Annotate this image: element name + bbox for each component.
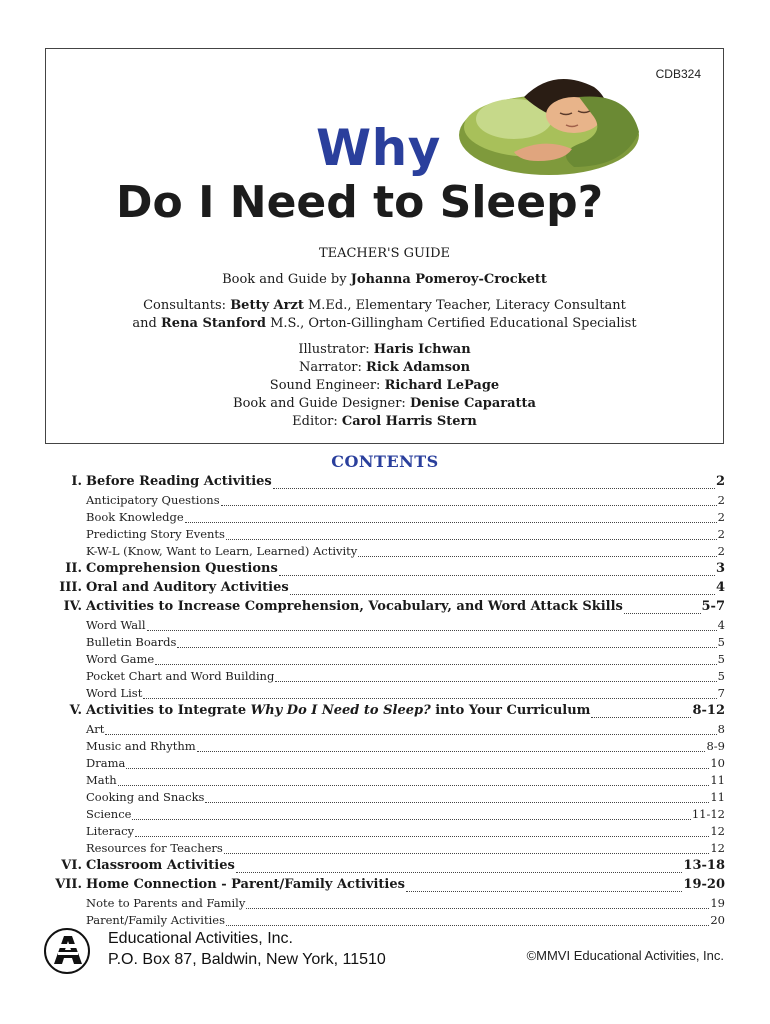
toc-page-number: 20 — [710, 913, 725, 927]
toc-section-number: V. — [69, 703, 82, 718]
toc-subsection-row — [86, 739, 725, 756]
narrator-name: Rick Adamson — [366, 360, 471, 375]
toc-entry-label: Resources for Teachers — [86, 841, 223, 855]
toc-subsection-row — [86, 510, 725, 527]
toc-entry-label — [86, 703, 590, 718]
toc-entry-label-part: Activities to Integrate — [86, 703, 251, 718]
toc-leader-dots — [147, 630, 717, 631]
illustrator-label: Illustrator: — [298, 342, 374, 357]
toc-subsection-row — [86, 807, 725, 824]
toc-page-number: 2 — [717, 510, 725, 524]
toc-subsection-row — [86, 896, 725, 913]
illustrator-line — [46, 341, 723, 359]
toc-page-number: 7 — [717, 686, 725, 700]
toc-page-number: 4 — [717, 618, 725, 632]
toc-leader-dots — [275, 681, 716, 682]
copyright: ©MMVI Educational Activities, Inc. — [526, 948, 724, 963]
toc-page-number: 11 — [710, 773, 725, 787]
narrator-label: Narrator: — [298, 360, 367, 375]
toc-leader-dots — [246, 908, 709, 909]
toc-leader-dots — [224, 853, 710, 854]
toc-subsection-row — [86, 652, 725, 669]
toc-entry-book-title: Why Do I Need to Sleep? — [250, 703, 431, 718]
toc-section-number: VI. — [61, 858, 82, 873]
toc-section-row — [71, 474, 725, 493]
toc-leader-dots — [185, 522, 717, 523]
toc-leader-dots — [279, 575, 715, 576]
publisher-name: Educational Activities, Inc. — [108, 930, 293, 947]
toc-section-number: I. — [71, 474, 82, 489]
publisher-block — [108, 928, 386, 970]
byline-prefix: Book and Guide by — [222, 272, 351, 287]
toc-entry-label: Parent/Family Activities — [86, 913, 225, 927]
toc-page-number: 11 — [710, 790, 725, 804]
contents-heading: CONTENTS — [331, 452, 439, 471]
consultant-2-credentials: M.S., Orton-Gillingham Certified Educational Specialist — [265, 316, 637, 331]
toc-subsection-row — [86, 493, 725, 510]
toc-subsection-row — [86, 669, 725, 686]
toc-leader-dots — [226, 539, 717, 540]
toc-entry-label: Literacy — [86, 824, 135, 838]
sleeping-child-illustration — [454, 57, 644, 177]
toc-leader-dots — [236, 872, 683, 873]
toc-subsection-row — [86, 635, 725, 652]
consultant-2-name: Rena Stanford — [161, 316, 266, 331]
publisher-address: P.O. Box 87, Baldwin, New York, 11510 — [108, 951, 386, 968]
consultants-line-1 — [46, 297, 723, 315]
toc-page-number: 19-20 — [683, 877, 725, 892]
credits-block — [46, 245, 723, 431]
toc-leader-dots — [105, 734, 716, 735]
toc-page-number: 3 — [715, 561, 725, 576]
consultants-label: Consultants: — [143, 298, 231, 313]
narrator-line — [46, 359, 723, 377]
toc-leader-dots — [591, 717, 691, 718]
toc-section-number: III. — [59, 580, 82, 595]
sound-engineer-line — [46, 377, 723, 395]
editor-label: Editor: — [292, 414, 342, 429]
toc-entry-label: Word Wall — [86, 618, 146, 632]
toc-leader-dots — [177, 647, 716, 648]
toc-subsection-row — [86, 756, 725, 773]
toc-subsection-row — [86, 773, 725, 790]
toc-entry-label-part: into Your Curriculum — [430, 703, 591, 718]
toc-page-number: 2 — [717, 493, 725, 507]
toc-page-number: 8-12 — [692, 703, 725, 718]
table-of-contents — [0, 474, 770, 930]
toc-section-row — [65, 561, 725, 580]
toc-entry-label: Anticipatory Questions — [86, 493, 220, 507]
toc-page-number: 8-9 — [706, 739, 725, 753]
toc-subsection-row — [86, 527, 725, 544]
toc-entry-label: Word Game — [86, 652, 155, 666]
toc-section-number: IV. — [63, 599, 82, 614]
toc-entry-label: Drama — [86, 756, 126, 770]
designer-name: Denise Caparatta — [409, 396, 536, 411]
toc-entry-label: Activities to Increase Comprehension, Vocabulary, and Word Attack Skills — [86, 599, 623, 614]
toc-subsection-row — [86, 824, 725, 841]
toc-leader-dots — [290, 594, 715, 595]
designer-line — [46, 395, 723, 413]
editor-line — [46, 413, 723, 431]
toc-entry-label: K-W-L (Know, Want to Learn, Learned) Activity — [86, 544, 358, 558]
toc-entry-label: Before Reading Activities — [86, 474, 272, 489]
toc-page-number: 12 — [710, 824, 725, 838]
toc-section-row — [69, 703, 725, 722]
toc-leader-dots — [624, 613, 701, 614]
toc-leader-dots — [126, 768, 709, 769]
toc-entry-label: Note to Parents and Family — [86, 896, 246, 910]
byline — [46, 271, 723, 289]
toc-page-number: 12 — [710, 841, 725, 855]
toc-section-row — [63, 599, 725, 618]
author-name: Johanna Pomeroy-Crockett — [350, 272, 547, 287]
toc-leader-dots — [118, 785, 710, 786]
designer-label: Book and Guide Designer: — [233, 396, 410, 411]
cover-frame — [45, 48, 724, 444]
toc-entry-label: Science — [86, 807, 132, 821]
sound-engineer-label: Sound Engineer: — [269, 378, 385, 393]
toc-entry-label: Cooking and Snacks — [86, 790, 205, 804]
toc-page-number: 8 — [717, 722, 725, 736]
toc-leader-dots — [143, 698, 716, 699]
toc-section-row — [61, 858, 725, 877]
sound-engineer-name: Richard LePage — [384, 378, 500, 393]
toc-entry-label: Word List — [86, 686, 143, 700]
illustrator-name: Haris Ichwan — [373, 342, 471, 357]
toc-subsection-row — [86, 686, 725, 703]
toc-page-number: 5 — [717, 652, 725, 666]
toc-page-number: 4 — [715, 580, 725, 595]
toc-entry-label: Book Knowledge — [86, 510, 184, 524]
toc-leader-dots — [132, 819, 690, 820]
toc-entry-label: Music and Rhythm — [86, 739, 196, 753]
toc-leader-dots — [221, 505, 717, 506]
toc-entry-label: Predicting Story Events — [86, 527, 225, 541]
toc-page-number: 2 — [715, 474, 725, 489]
toc-subsection-row — [86, 618, 725, 635]
toc-section-number: VII. — [55, 877, 82, 892]
toc-section-number: II. — [65, 561, 82, 576]
toc-subsection-row — [86, 841, 725, 858]
toc-subsection-row — [86, 790, 725, 807]
consultant-1-credentials: M.Ed., Elementary Teacher, Literacy Consultant — [303, 298, 626, 313]
toc-leader-dots — [135, 836, 709, 837]
toc-page-number: 2 — [717, 527, 725, 541]
toc-section-row — [59, 580, 725, 599]
toc-subsection-row — [86, 544, 725, 561]
editor-name: Carol Harris Stern — [341, 414, 477, 429]
consultant-1-name: Betty Arzt — [230, 298, 304, 313]
toc-page-number: 10 — [710, 756, 725, 770]
toc-page-number: 5 — [717, 635, 725, 649]
toc-entry-label: Art — [86, 722, 105, 736]
guide-label: TEACHER'S GUIDE — [318, 246, 451, 261]
toc-entry-label: Math — [86, 773, 117, 787]
title-why: Why — [316, 119, 441, 177]
consultants-line-2 — [46, 315, 723, 333]
toc-section-row — [55, 877, 725, 896]
consultants-and: and — [132, 316, 161, 331]
toc-page-number: 11-12 — [691, 807, 725, 821]
toc-leader-dots — [155, 664, 716, 665]
toc-page-number: 5-7 — [701, 599, 725, 614]
toc-leader-dots — [226, 925, 709, 926]
toc-leader-dots — [197, 751, 706, 752]
toc-entry-label: Pocket Chart and Word Building — [86, 669, 275, 683]
page-title: Do I Need to Sleep? — [116, 177, 604, 228]
toc-leader-dots — [273, 488, 715, 489]
toc-page-number: 19 — [710, 896, 725, 910]
toc-page-number: 5 — [717, 669, 725, 683]
toc-subsection-row — [86, 722, 725, 739]
toc-entry-label: Bulletin Boards — [86, 635, 177, 649]
toc-entry-label: Classroom Activities — [86, 858, 235, 873]
toc-entry-label: Comprehension Questions — [86, 561, 278, 576]
toc-entry-label: Home Connection - Parent/Family Activities — [86, 877, 405, 892]
toc-entry-label: Oral and Auditory Activities — [86, 580, 289, 595]
toc-leader-dots — [358, 556, 716, 557]
toc-page-number: 13-18 — [683, 858, 725, 873]
toc-page-number: 2 — [717, 544, 725, 558]
product-code: CDB324 — [655, 67, 701, 81]
toc-leader-dots — [205, 802, 709, 803]
toc-leader-dots — [406, 891, 682, 892]
ea-logo-icon — [44, 928, 90, 974]
